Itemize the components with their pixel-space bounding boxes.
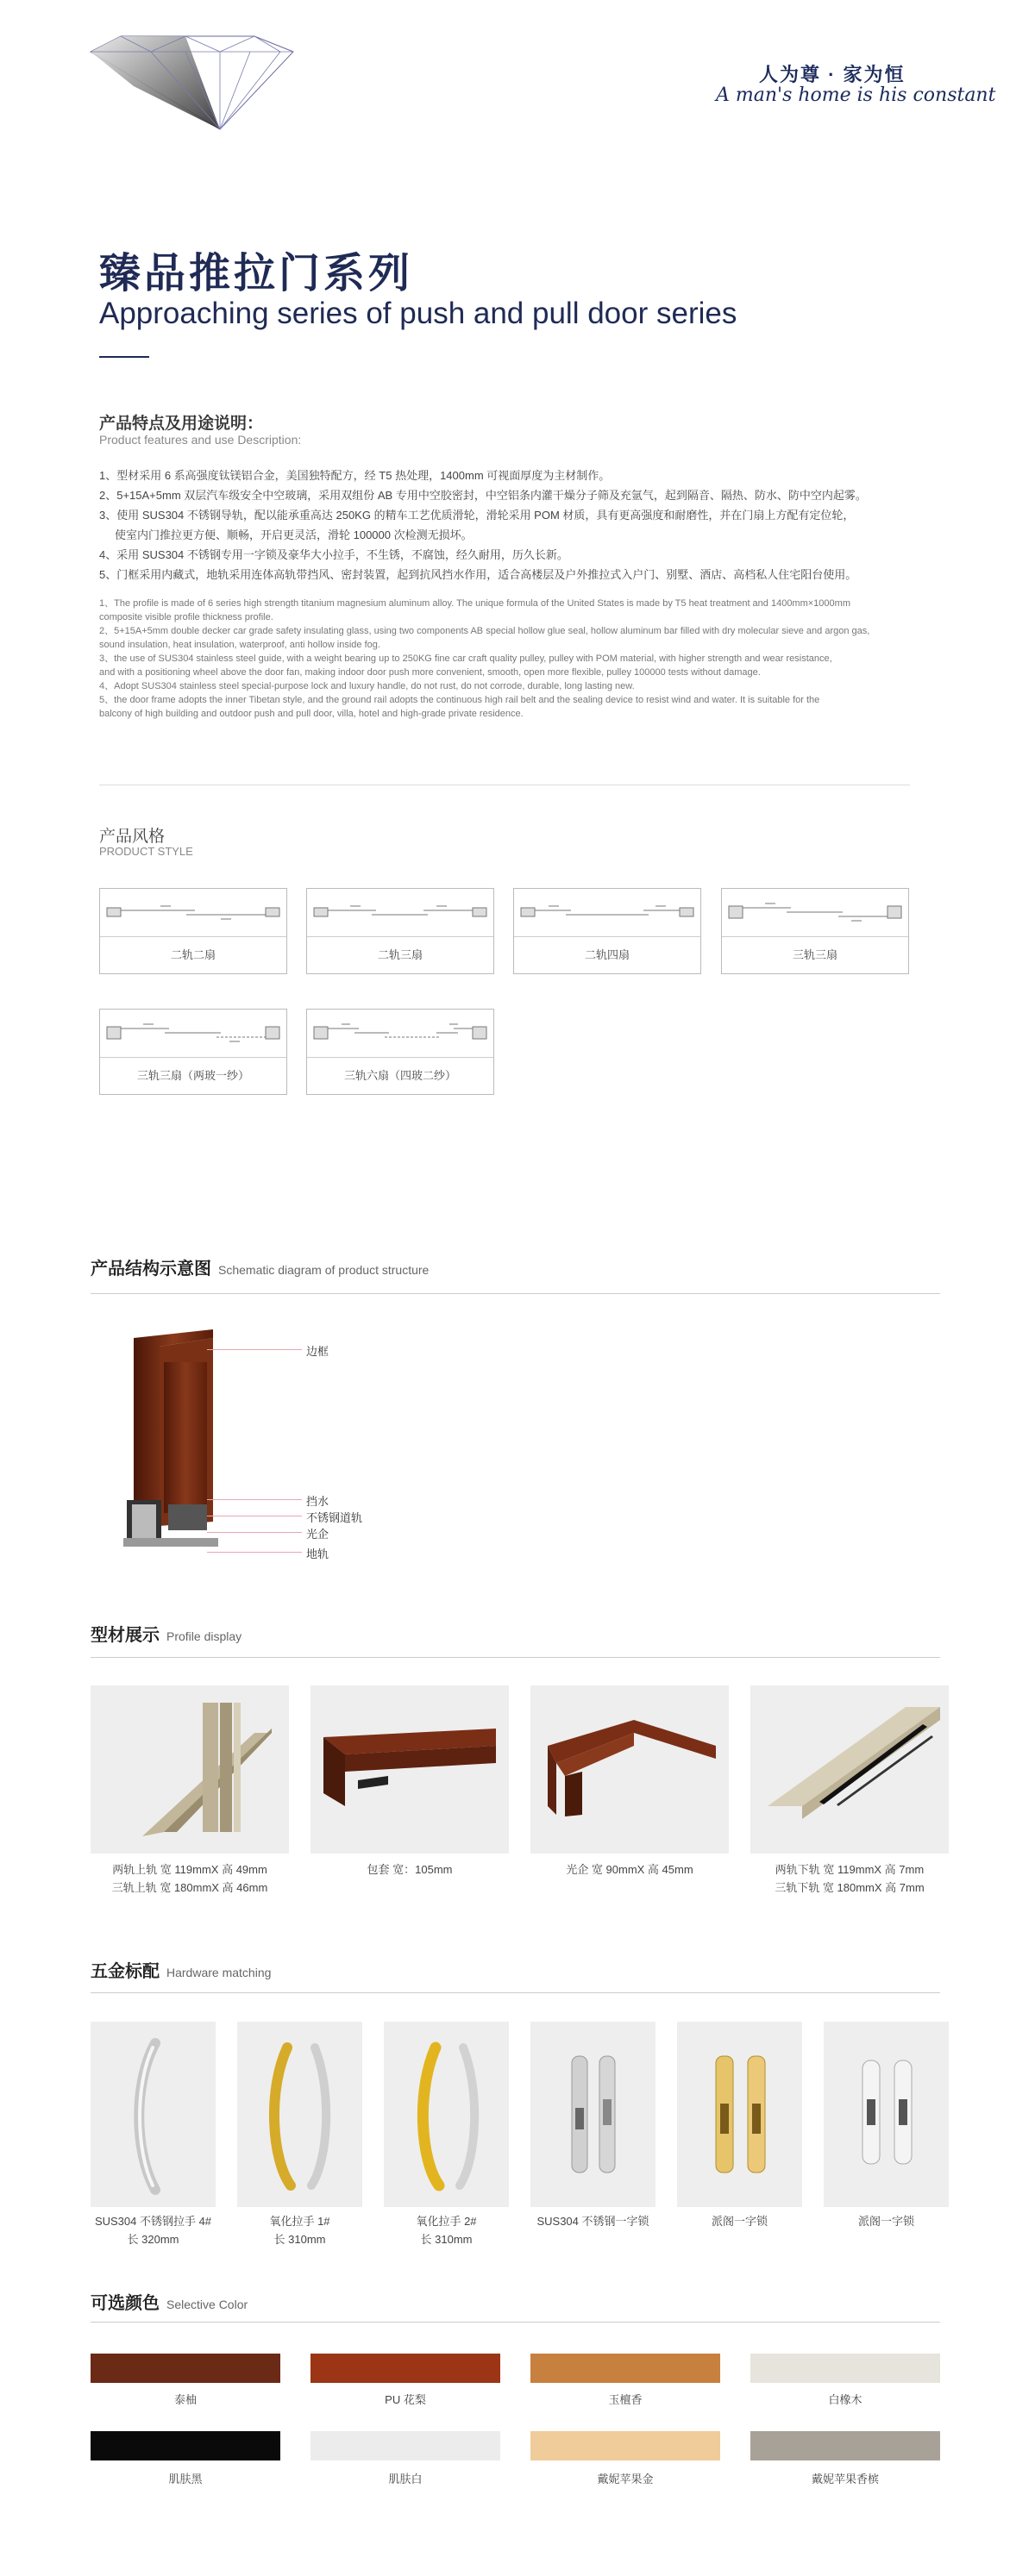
profile-image-light-stile xyxy=(530,1685,729,1854)
color-swatch xyxy=(91,2354,280,2383)
feature-item: 2、5+15A+5mm 双层汽车级安全中空玻璃，采用双组份 AB 专用中空胶密封，中空铝条内灌干燥分子筛及充氩气，起到隔音、隔热、防水、防中空内起雾。 xyxy=(99,489,867,502)
features-subheading: Product features and use Description: xyxy=(99,433,302,447)
caption-line: 光企 宽 90mmX 高 45mm xyxy=(566,1863,693,1876)
caption-line: 两轨下轨 宽 119mmX 高 7mm xyxy=(775,1863,925,1876)
hardware-caption xyxy=(375,2212,518,2248)
door-plan-diagram xyxy=(514,889,700,937)
product-style-subheading: PRODUCT STYLE xyxy=(99,845,193,858)
profile-heading xyxy=(91,1621,242,1646)
hardware-caption xyxy=(815,2212,957,2230)
style-card xyxy=(99,888,287,974)
profile-caption xyxy=(302,1860,518,1879)
hardware-caption xyxy=(668,2212,811,2230)
label-ground-rail: 地轨 xyxy=(306,1547,329,1560)
color-name: 泰柚 xyxy=(173,2393,197,2406)
feature-item-en: and with a positioning wheel above the door fan, making indoor door push more convenient, smooth, open more flexible, pulley 100000 tests without damage. xyxy=(99,667,761,678)
feature-item-en: 5、the door frame adopts the inner Tibetan style, and the ground rail adopts the continuous high rail belt and the sealing device to resist wind and water. It is suitable for the xyxy=(99,695,820,705)
color-swatch xyxy=(530,2431,720,2460)
handle-image-gold-2 xyxy=(384,2022,509,2207)
caption-line: SUS304 不锈钢一字锁 xyxy=(536,2215,649,2228)
slogan-english: A man's home is his constant xyxy=(716,84,996,106)
profile-image-cover xyxy=(310,1685,509,1854)
feature-item-en: 3、the use of SUS304 stainless steel guide, with a weight bearing up to 250KG fine car craft quality pulley, pulley with POM material, with higher strength and wear resistance, xyxy=(99,653,832,664)
feature-item-en: composite visible profile thickness profile. xyxy=(99,612,273,622)
label-steel-rail: 不锈钢道轨 xyxy=(306,1511,363,1524)
style-label: 三轨三扇（两玻一纱） xyxy=(136,1069,249,1082)
color-name: 肌肤白 xyxy=(388,2473,423,2485)
color-swatch xyxy=(310,2354,500,2383)
style-label: 三轨三扇 xyxy=(792,948,837,961)
caption-line: 两轨上轨 宽 119mmX 高 49mm xyxy=(112,1863,267,1876)
color-name: 戴妮苹果香槟 xyxy=(811,2473,879,2485)
profile-caption xyxy=(742,1860,957,1897)
label-light-stile: 光企 xyxy=(306,1528,329,1541)
label-frame: 边框 xyxy=(306,1345,329,1358)
style-card xyxy=(721,888,909,974)
hardware-caption xyxy=(82,2212,224,2248)
profile-caption xyxy=(82,1860,298,1897)
color-swatch xyxy=(530,2354,720,2383)
lock-image-gold xyxy=(677,2022,802,2207)
feature-item-en: 1、The profile is made of 6 series high strength titanium magnesium aluminum alloy. The unique formula of the United States is made by T5 heat treatment and 1400mm×1000mm xyxy=(99,598,850,609)
page-title-english: Approaching series of push and pull door series xyxy=(99,297,737,330)
color-swatch xyxy=(310,2431,500,2460)
callout-line xyxy=(207,1499,302,1500)
caption-line: 派阁一字锁 xyxy=(857,2215,914,2228)
profile-image-top-rail xyxy=(91,1685,289,1854)
color-name: 白橡木 xyxy=(828,2393,862,2406)
style-card xyxy=(306,1009,494,1095)
lock-image-steel xyxy=(530,2022,656,2207)
caption-line: 长 320mm xyxy=(127,2233,179,2246)
caption-line: 氧化拉手 2# xyxy=(416,2215,477,2228)
feature-item: 3、使用 SUS304 不锈钢导轨，配以能承重高达 250KG 的精车工艺优质滑轮，滑轮采用 POM 材质，具有更高强度和耐磨性，并在门扇上方配有定位轮， xyxy=(99,509,855,522)
callout-line xyxy=(207,1532,302,1533)
hardware-title-en: Hardware matching xyxy=(166,1966,272,1979)
profile-cross-section-image xyxy=(116,1328,220,1552)
caption-line: 长 310mm xyxy=(273,2233,326,2246)
caption-line: 三轨下轨 宽 180mmX 高 7mm xyxy=(775,1881,925,1894)
colors-heading xyxy=(91,2289,248,2314)
lock-image-white xyxy=(824,2022,949,2207)
color-name: PU 花梨 xyxy=(385,2393,426,2406)
color-swatch xyxy=(750,2354,940,2383)
features-list-chinese xyxy=(99,466,927,585)
caption-line: 派阁一字锁 xyxy=(711,2215,768,2228)
color-swatch xyxy=(750,2431,940,2460)
door-plan-diagram xyxy=(100,889,286,937)
style-card xyxy=(513,888,701,974)
caption-line: 三轨上轨 宽 180mmX 高 46mm xyxy=(111,1881,268,1894)
hardware-title-cn: 五金标配 xyxy=(91,1962,160,1981)
caption-line: 包套 宽：105mm xyxy=(367,1863,453,1876)
structure-title-cn: 产品结构示意图 xyxy=(91,1260,211,1279)
colors-title-cn: 可选颜色 xyxy=(91,2294,160,2313)
features-heading: 产品特点及用途说明： xyxy=(99,415,264,433)
style-label: 二轨四扇 xyxy=(584,948,630,961)
structure-title-en: Schematic diagram of product structure xyxy=(218,1263,430,1277)
style-card xyxy=(99,1009,287,1095)
hardware-caption xyxy=(229,2212,371,2248)
door-plan-diagram xyxy=(722,889,908,937)
slogan-chinese: 人为尊 · 家为恒 xyxy=(759,64,906,85)
section-divider xyxy=(91,2322,940,2323)
feature-item-en: sound insulation, heat insulation, waterproof, anti hollow inside fog. xyxy=(99,640,380,650)
caption-line: 长 310mm xyxy=(420,2233,473,2246)
label-water-stop: 挡水 xyxy=(306,1495,329,1508)
door-plan-diagram xyxy=(307,1010,493,1058)
product-style-heading: 产品风格 xyxy=(99,828,166,846)
feature-item: 1、型材采用 6 系高强度钛镁铝合金，美国独特配方，经 T5 热处理，1400mm 可视面厚度为主材制作。 xyxy=(99,469,611,482)
features-list-english xyxy=(99,597,927,721)
hardware-heading xyxy=(91,1957,271,1982)
color-swatch xyxy=(91,2431,280,2460)
profile-title-en: Profile display xyxy=(166,1629,242,1643)
style-label: 二轨二扇 xyxy=(170,948,216,961)
diamond-logo xyxy=(82,34,298,131)
style-label: 二轨三扇 xyxy=(377,948,423,961)
feature-item-en: 4、Adopt SUS304 stainless steel special-purpose lock and luxury handle, do not rust, do not corrode, durable, long lasting new. xyxy=(99,681,635,691)
door-plan-diagram xyxy=(100,1010,286,1058)
handle-image-steel xyxy=(91,2022,216,2207)
handle-image-gold-1 xyxy=(237,2022,362,2207)
caption-line: SUS304 不锈钢拉手 4# xyxy=(94,2215,212,2228)
section-divider xyxy=(91,1293,940,1294)
style-label: 三轨六扇（四玻二纱） xyxy=(343,1069,456,1082)
page-title-chinese: 臻品推拉门系列 xyxy=(99,251,414,297)
title-underline xyxy=(99,356,149,358)
feature-item: 4、采用 SUS304 不锈钢专用一字锁及豪华大小拉手，不生锈，不腐蚀，经久耐用，历久长新。 xyxy=(99,548,568,561)
section-divider xyxy=(91,1992,940,1993)
feature-item-en: balcony of high building and outdoor push and pull door, villa, hotel and high-grade private residence. xyxy=(99,709,524,719)
profile-image-bottom-rail xyxy=(750,1685,949,1854)
caption-line: 氧化拉手 1# xyxy=(269,2215,330,2228)
profile-caption xyxy=(522,1860,737,1879)
colors-title-en: Selective Color xyxy=(166,2298,248,2311)
feature-item-en: 2、5+15A+5mm double decker car grade safety insulating glass, using two components AB special hollow glue seal, hollow aluminum bar filled with dry molecular sieve and argon gas, xyxy=(99,626,870,636)
door-plan-diagram xyxy=(307,889,493,937)
section-divider xyxy=(91,1657,940,1658)
hardware-caption xyxy=(522,2212,664,2230)
color-name: 肌肤黑 xyxy=(168,2473,203,2485)
style-card xyxy=(306,888,494,974)
color-name: 戴妮苹果金 xyxy=(597,2473,654,2485)
color-name: 玉檀香 xyxy=(608,2393,643,2406)
feature-item: 使室内门推拉更方便、顺畅，开启更灵活，滑轮 100000 次检测无损坏。 xyxy=(115,528,473,541)
profile-title-cn: 型材展示 xyxy=(91,1626,160,1645)
feature-item: 5、门框采用内藏式，地轨采用连体高轨带挡风、密封装置，起到抗风挡水作用，适合高楼层及户外推拉式入户门、别墅、酒店、高档私人住宅阳台使用。 xyxy=(99,568,857,581)
structure-heading xyxy=(91,1254,429,1279)
callout-line xyxy=(207,1349,302,1350)
callout-line xyxy=(207,1552,302,1553)
